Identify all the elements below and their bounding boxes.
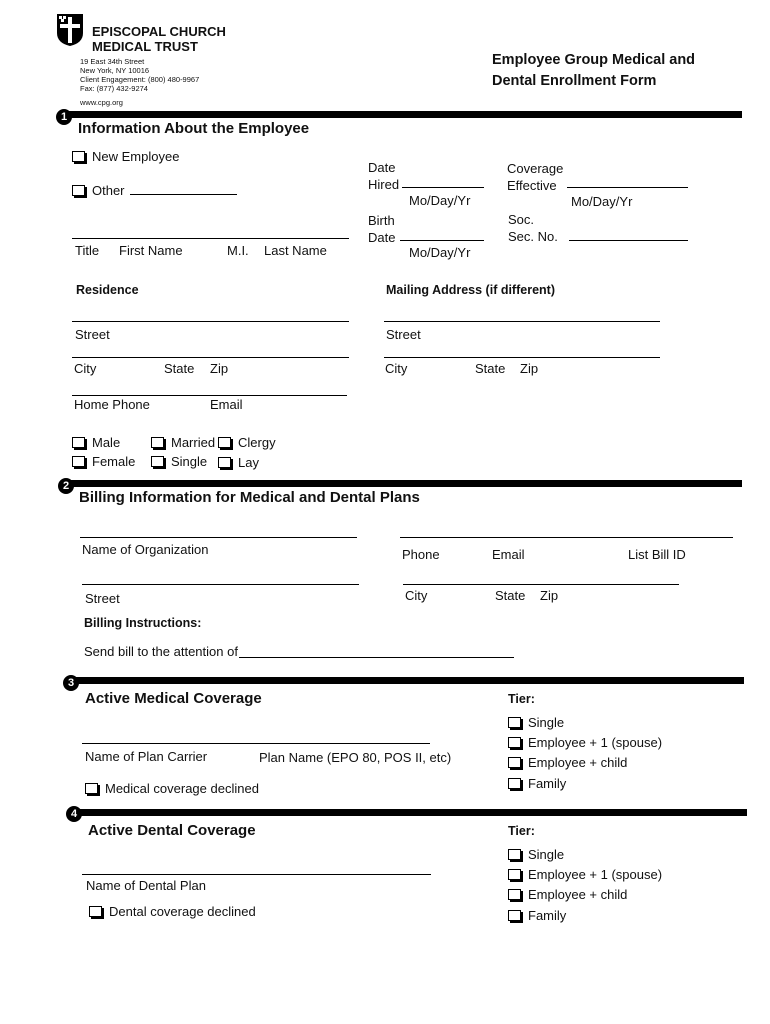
checkbox-icon <box>218 457 231 468</box>
home-phone-label: Home Phone <box>74 397 150 412</box>
soc-label1: Soc. <box>508 212 535 227</box>
org-name-line[interactable] <box>80 537 357 538</box>
mailing-zip-label: Zip <box>520 361 539 376</box>
title-label: Title <box>75 243 100 258</box>
shield-logo-icon <box>56 13 84 47</box>
phone-email-billid-line[interactable] <box>400 537 733 538</box>
section2-bar <box>66 480 742 487</box>
section4-title: Active Dental Coverage <box>88 822 256 839</box>
mailing-street-line[interactable] <box>384 321 660 322</box>
married-checkbox[interactable]: Married <box>151 435 215 450</box>
residence-city-label: City <box>74 361 97 376</box>
coverage-label2: Effective <box>507 178 557 193</box>
phone-email-line[interactable] <box>72 395 347 396</box>
dental-plan-line[interactable] <box>82 874 431 875</box>
dental-declined-checkbox[interactable]: Dental coverage declined <box>89 904 256 919</box>
date-hired-label1: Date <box>368 160 396 175</box>
residence-city-line[interactable] <box>72 357 349 358</box>
residence-street-label: Street <box>75 327 110 342</box>
name-line[interactable] <box>72 238 349 239</box>
mailing-city-line[interactable] <box>384 357 660 358</box>
other-checkbox[interactable]: Other <box>72 183 125 198</box>
billing-email-label: Email <box>492 547 525 562</box>
email-label: Email <box>210 397 243 412</box>
section1-bar <box>66 111 742 118</box>
dental-tier-employee-spouse[interactable]: Employee + 1 (spouse) <box>508 867 662 882</box>
medical-tier-label: Tier: <box>508 692 535 706</box>
section1-number: 1 <box>56 109 72 125</box>
dental-plan-label: Name of Dental Plan <box>86 878 206 893</box>
residence-label: Residence <box>76 283 139 297</box>
birth-label2: Date <box>368 230 396 245</box>
residence-zip-label: Zip <box>210 361 229 376</box>
billing-zip-label: Zip <box>540 588 559 603</box>
male-checkbox[interactable]: Male <box>72 435 120 450</box>
medical-tier-employee-spouse[interactable]: Employee + 1 (spouse) <box>508 735 662 750</box>
female-checkbox[interactable]: Female <box>72 454 135 469</box>
mailing-city-label: City <box>385 361 408 376</box>
birth-label1: Birth <box>368 213 395 228</box>
clergy-checkbox[interactable]: Clergy <box>218 435 276 450</box>
billing-phone-label: Phone <box>402 547 440 562</box>
soc-sec-line[interactable] <box>569 240 688 241</box>
org-name-line2: MEDICAL TRUST <box>92 39 198 54</box>
date-hired-format: Mo/Day/Yr <box>409 193 471 208</box>
org-name-line1: EPISCOPAL CHURCH <box>92 24 226 39</box>
billing-city-label: City <box>405 588 428 603</box>
residence-street-line[interactable] <box>72 321 349 322</box>
section2-number: 2 <box>58 478 74 494</box>
send-bill-line[interactable] <box>239 657 514 658</box>
form-title-line1: Employee Group Medical and <box>492 52 696 68</box>
website: www.cpg.org <box>80 98 123 107</box>
checkbox-icon <box>508 869 521 880</box>
medical-tier-family[interactable]: Family <box>508 776 566 791</box>
mi-label: M.I. <box>227 243 249 258</box>
checkbox-icon <box>508 910 521 921</box>
checkbox-icon <box>508 889 521 900</box>
billing-state-label: State <box>495 588 526 603</box>
checkbox-icon <box>72 456 85 467</box>
medical-tier-employee-child[interactable]: Employee + child <box>508 755 627 770</box>
dental-tier-label: Tier: <box>508 824 535 838</box>
new-employee-checkbox[interactable]: New Employee <box>72 149 179 164</box>
billing-instructions-label: Billing Instructions: <box>84 616 202 630</box>
coverage-format: Mo/Day/Yr <box>571 194 633 209</box>
other-input-line[interactable] <box>130 194 237 195</box>
date-hired-label2: Hired <box>368 177 400 192</box>
checkbox-icon <box>218 437 231 448</box>
plan-carrier-label: Name of Plan Carrier <box>85 749 208 764</box>
checkbox-icon <box>508 757 521 768</box>
address-line1: 19 East 34th Street <box>80 57 145 66</box>
section1-title: Information About the Employee <box>78 120 310 137</box>
last-name-label: Last Name <box>264 243 327 258</box>
billing-street-label: Street <box>85 591 120 606</box>
coverage-line[interactable] <box>567 187 688 188</box>
logo <box>56 13 84 47</box>
mailing-street-label: Street <box>386 327 421 342</box>
birth-date-format: Mo/Day/Yr <box>409 245 471 260</box>
address-line2: New York, NY 10016 <box>80 66 150 75</box>
checkbox-icon <box>508 849 521 860</box>
checkbox-icon <box>89 906 102 917</box>
checkbox-icon <box>72 185 85 196</box>
org-name-label: Name of Organization <box>82 542 209 557</box>
residence-state-label: State <box>164 361 195 376</box>
dental-tier-single[interactable]: Single <box>508 847 564 862</box>
dental-tier-family[interactable]: Family <box>508 908 566 923</box>
billing-street-line[interactable] <box>82 584 359 585</box>
form-title-line2: Dental Enrollment Form <box>492 73 657 89</box>
send-bill-label: Send bill to the attention of <box>84 644 238 659</box>
section4-number: 4 <box>66 806 82 822</box>
plan-carrier-line[interactable] <box>82 743 430 744</box>
lay-checkbox[interactable]: Lay <box>218 455 259 470</box>
engagement-phone: Client Engagement: (800) 480-9967 <box>80 75 200 84</box>
checkbox-icon <box>72 151 85 162</box>
checkbox-icon <box>72 437 85 448</box>
date-hired-line[interactable] <box>402 187 484 188</box>
checkbox-icon <box>151 437 164 448</box>
first-name-label: First Name <box>119 243 183 258</box>
section3-number: 3 <box>63 675 79 691</box>
plan-name-label: Plan Name (EPO 80, POS II, etc) <box>259 750 452 765</box>
checkbox-icon <box>151 456 164 467</box>
single-checkbox[interactable]: Single <box>151 454 207 469</box>
mailing-state-label: State <box>475 361 506 376</box>
section2-title: Billing Information for Medical and Dental Plans <box>79 489 420 506</box>
mailing-label: Mailing Address (if different) <box>386 283 555 297</box>
medical-declined-checkbox[interactable]: Medical coverage declined <box>85 781 259 796</box>
checkbox-icon <box>85 783 98 794</box>
section3-title: Active Medical Coverage <box>85 690 262 707</box>
checkbox-icon <box>508 778 521 789</box>
birth-date-line[interactable] <box>400 240 484 241</box>
dental-tier-employee-child[interactable]: Employee + child <box>508 887 627 902</box>
fax: Fax: (877) 432-9274 <box>80 84 148 93</box>
section4-bar <box>72 809 747 816</box>
list-bill-id-label: List Bill ID <box>628 547 686 562</box>
soc-label2: Sec. No. <box>508 229 558 244</box>
checkbox-icon <box>508 737 521 748</box>
checkbox-icon <box>508 717 521 728</box>
medical-tier-single[interactable]: Single <box>508 715 564 730</box>
section3-bar <box>72 677 744 684</box>
billing-city-line[interactable] <box>403 584 679 585</box>
coverage-label1: Coverage <box>507 161 564 176</box>
